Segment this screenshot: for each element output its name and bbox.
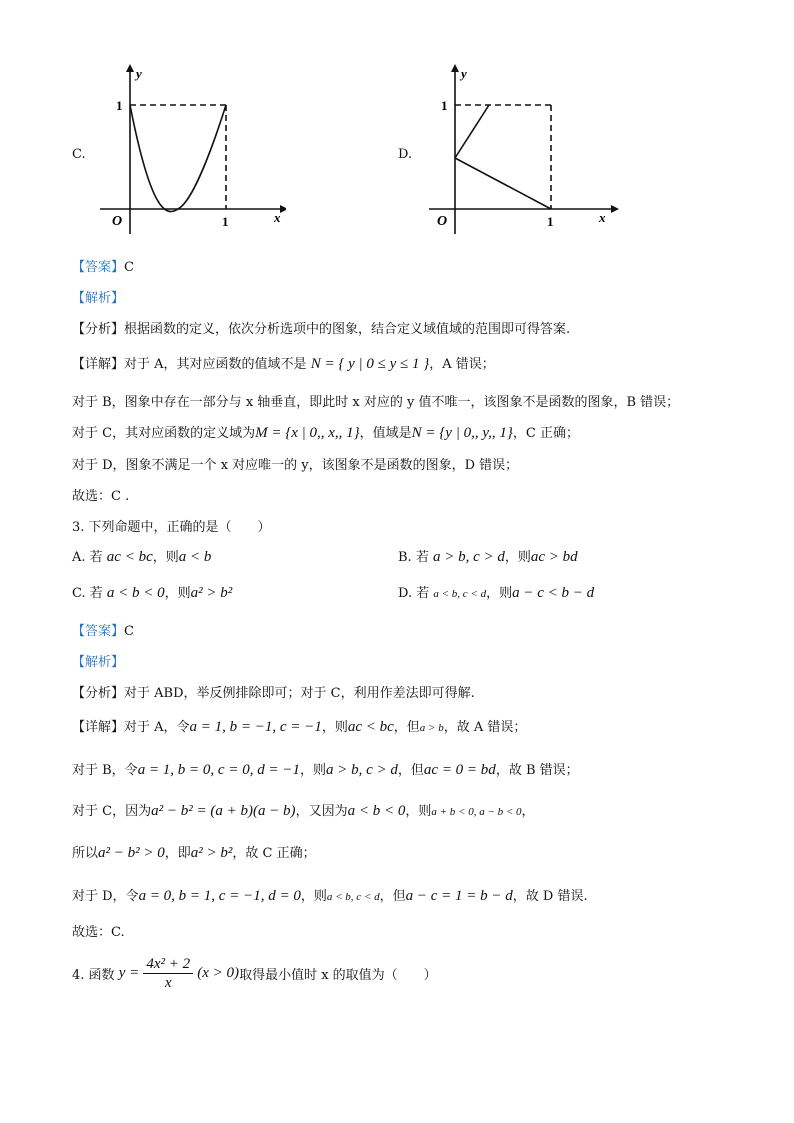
graph-c-tick-y: 1 xyxy=(116,98,123,113)
xiangjie-tag: 【详解】 xyxy=(72,720,125,735)
math-range-n2: N = {y | 0,, y,, 1} xyxy=(411,425,513,441)
q3-answer-line xyxy=(72,620,134,639)
graph-c-y-label: y xyxy=(136,66,142,81)
q4-stem: 4. 函数 y = $\frac{\text{4x² + 2}}{x}$ (x > 0)取得最小值时 x 的取值为（ ） xyxy=(72,956,437,991)
graph-d-y-label: y xyxy=(461,66,467,81)
graph-c-tick-x: 1 xyxy=(222,214,229,229)
analysis-tag: 【解析】 xyxy=(72,291,125,306)
q4-fraction: $\frac{\text{4x² + 2}}{x}$ xyxy=(143,955,193,992)
q3-choose: 故选：C. xyxy=(72,925,125,940)
fenxi-tag: 【分析】 xyxy=(72,686,125,701)
fenxi-text: 根据函数的定义，依次分析选项中的图象，结合定义域值域的范围即可得答案. xyxy=(124,322,571,337)
q3-option-b: B. 若 a > b, c > d，则ac > bd xyxy=(398,549,578,565)
graph-c-y-arrow xyxy=(126,64,134,72)
answer-value: C xyxy=(124,260,134,275)
q2-detail-c: 对于 C，其对应函数的定义域为M = {x | 0,, x,, 1}，值域是N = {y | 0,, y,, 1}，C 正确； xyxy=(72,425,580,441)
q3-option-a: A. 若 ac < bc，则a < b xyxy=(72,549,212,565)
option-d-label: D. xyxy=(398,147,413,162)
q2-fenxi-line xyxy=(72,318,570,337)
q3-option-c: C. 若 a < b < 0，则a² > b² xyxy=(72,585,233,601)
math-domain-m: M = {x | 0,, x,, 1} xyxy=(255,425,360,441)
q3-detail-4: 所以a² − b² > 0，即a² > b²，故 C 正确； xyxy=(72,845,316,861)
q2-detail-b: 对于 B，图象中存在一部分与 x 轴垂直，即此时 x 对应的 y 值不唯一，该图象不是函数的图象，B 错误； xyxy=(72,395,680,410)
answer-tag: 【答案】 xyxy=(72,260,125,275)
graph-c-parabola xyxy=(130,105,226,212)
graph-c xyxy=(96,62,286,242)
graph-d-segment-down xyxy=(455,158,551,209)
graph-c-origin: O xyxy=(112,214,123,229)
q3-option-d: D. 若 a < b, c < d，则a − c < b − d xyxy=(398,585,595,601)
q2-choose: 故选：C . xyxy=(72,489,130,504)
graph-d-y-arrow xyxy=(451,64,459,72)
graph-d-tick-x: 1 xyxy=(547,214,554,229)
graph-d xyxy=(421,62,621,242)
q3-detail-1: 【详解】对于 A，令a = 1, b = −1, c = −1，则ac < bc，但a > b，故 A 错误； xyxy=(72,719,527,735)
q2-detail-a: 【详解】对于 A，其对应函数的值域不是 N = { y | 0 ≤ y ≤ 1 }，A 错误； xyxy=(72,356,495,372)
graph-c-x-arrow xyxy=(280,205,286,213)
answer-tag: 【答案】 xyxy=(72,624,125,639)
q3-stem: 3. 下列命题中，正确的是（ ） xyxy=(72,520,271,535)
graph-d-origin: O xyxy=(437,214,448,229)
q3-detail-3: 对于 C，因为a² − b² = (a + b)(a − b)，又因为a < b < 0，则a + b < 0, a − b < 0， xyxy=(72,803,535,819)
q3-detail-2: 对于 B，令a = 1, b = 0, c = 0, d = −1，则a > b, c > d，但ac = 0 = bd，故 B 错误； xyxy=(72,762,579,778)
graph-d-segment-up xyxy=(455,105,489,158)
math-range-n: N = { y | 0 ≤ y ≤ 1 } xyxy=(310,356,430,372)
q3-fenxi-line: 【分析】对于 ABD，举反例排除即可；对于 C，利用作差法即可得解. xyxy=(72,686,475,701)
graph-d-x-label: x xyxy=(599,210,606,225)
graph-d-x-arrow xyxy=(611,205,619,213)
graph-c-x-label: x xyxy=(274,210,281,225)
graph-d-tick-y: 1 xyxy=(441,98,448,113)
analysis-tag: 【解析】 xyxy=(72,655,125,670)
fenxi-tag: 【分析】 xyxy=(72,322,125,337)
answer-value: C xyxy=(124,624,134,639)
option-c-label: C. xyxy=(72,147,86,162)
q2-answer-line xyxy=(72,256,134,275)
q3-detail-5: 对于 D，令a = 0, b = 1, c = −1, d = 0，则a < b, c < d，但a − c = 1 = b − d，故 D 错误. xyxy=(72,888,588,904)
q2-detail-d: 对于 D，图象不满足一个 x 对应唯一的 y，该图象不是函数的图象，D 错误； xyxy=(72,458,519,473)
xiangjie-tag: 【详解】 xyxy=(72,357,125,372)
